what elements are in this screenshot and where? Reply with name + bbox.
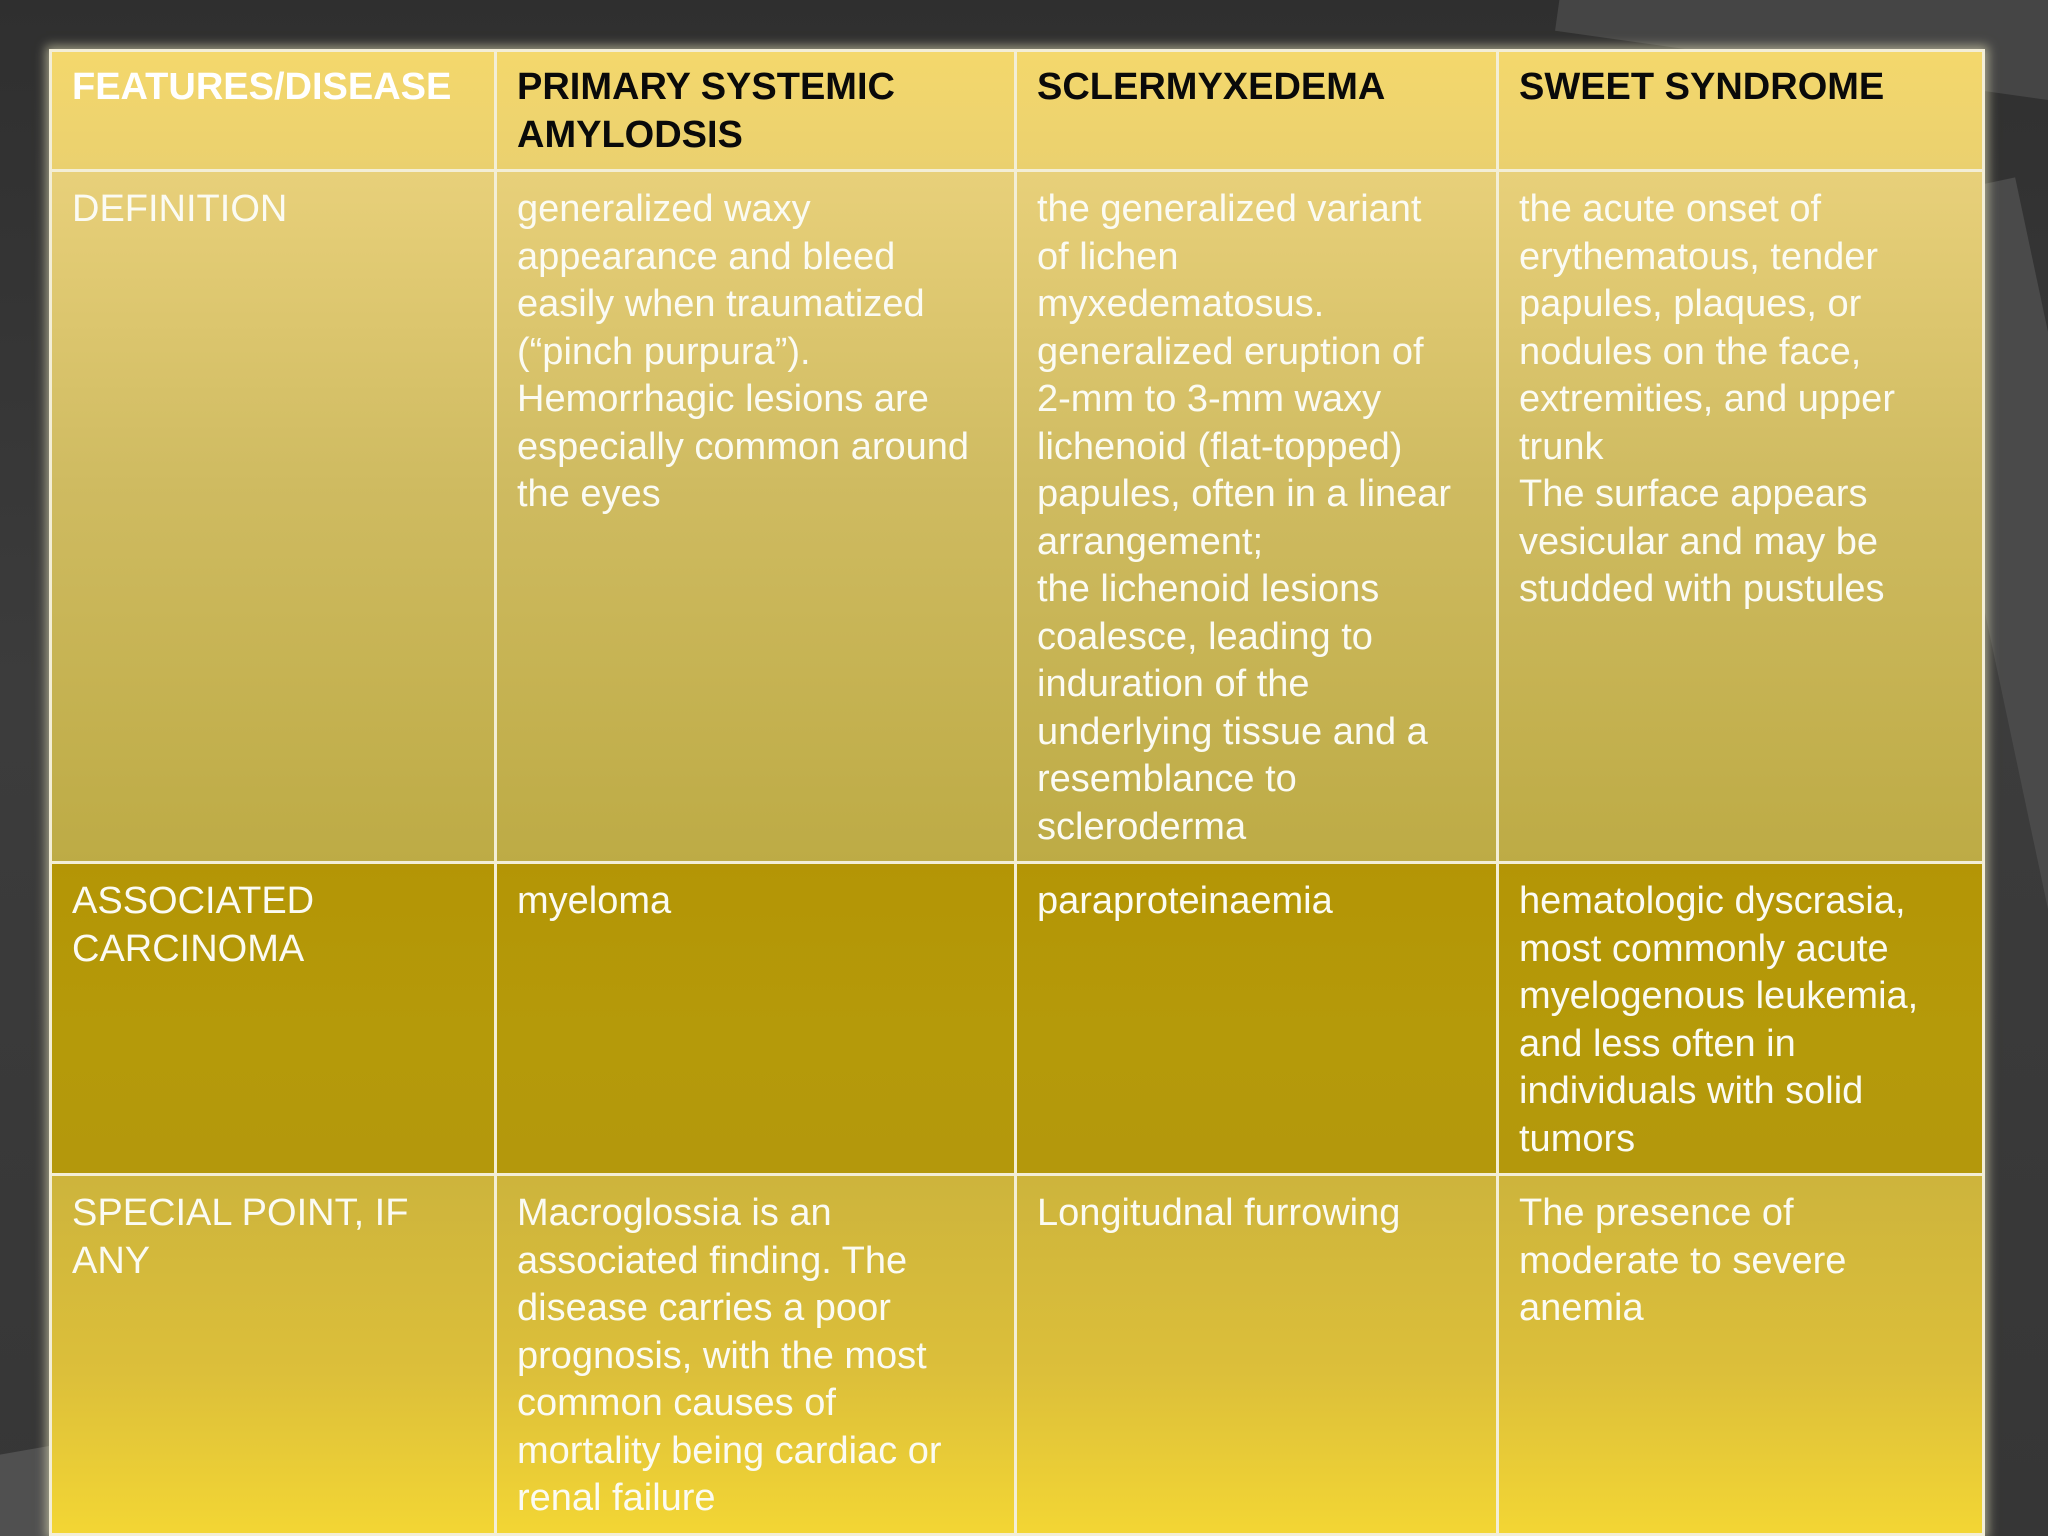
cell-definition-sweet-syndrome: the acute onset of erythematous, tender papules, plaques, or nodules on the face, extremities, and upper trunk The surface appears vesicular and may be studded with pustules bbox=[1498, 171, 1984, 863]
table-row-special-point bbox=[51, 1175, 1984, 1535]
cell-carcinoma-amyloidosis: myeloma bbox=[496, 863, 1016, 1175]
cell-feature-special-point: SPECIAL POINT, IF ANY bbox=[51, 1175, 496, 1535]
table-row-associated-carcinoma bbox=[51, 863, 1984, 1175]
header-features-disease: FEATURES/DISEASE bbox=[51, 51, 496, 171]
table-header-row bbox=[51, 51, 1984, 171]
cell-feature-associated-carcinoma: ASSOCIATED CARCINOMA bbox=[51, 863, 496, 1175]
table-row-definition bbox=[51, 171, 1984, 863]
header-primary-systemic-amyloidosis: PRIMARY SYSTEMIC AMYLODSIS bbox=[496, 51, 1016, 171]
header-sweet-syndrome: SWEET SYNDROME bbox=[1498, 51, 1984, 171]
cell-special-amyloidosis: Macroglossia is an associated finding. The disease carries a poor prognosis, with the most common causes of mortality being cardiac or renal failure bbox=[496, 1175, 1016, 1535]
cell-carcinoma-sweet-syndrome: hematologic dyscrasia, most commonly acute myelogenous leukemia, and less often in individuals with solid tumors bbox=[1498, 863, 1984, 1175]
cell-carcinoma-sclermyxedema: paraproteinaemia bbox=[1016, 863, 1498, 1175]
cell-feature-definition: DEFINITION bbox=[51, 171, 496, 863]
cell-special-sclermyxedema: Longitudnal furrowing bbox=[1016, 1175, 1498, 1535]
cell-special-sweet-syndrome: The presence of moderate to severe anemia bbox=[1498, 1175, 1984, 1535]
header-sclermyxedema: SCLERMYXEDEMA bbox=[1016, 51, 1498, 171]
comparison-table bbox=[49, 49, 1985, 1536]
cell-definition-amyloidosis: generalized waxy appearance and bleed easily when traumatized (“pinch purpura”). Hemorrhagic lesions are especially common around the eyes bbox=[496, 171, 1016, 863]
cell-definition-sclermyxedema: the generalized variant of lichen myxedematosus. generalized eruption of 2-mm to 3-mm waxy lichenoid (flat-topped) papules, often in a linear arrangement; the lichenoid lesions coalesce, leading to induration of the underlying tissue and a resemblance to scleroderma bbox=[1016, 171, 1498, 863]
